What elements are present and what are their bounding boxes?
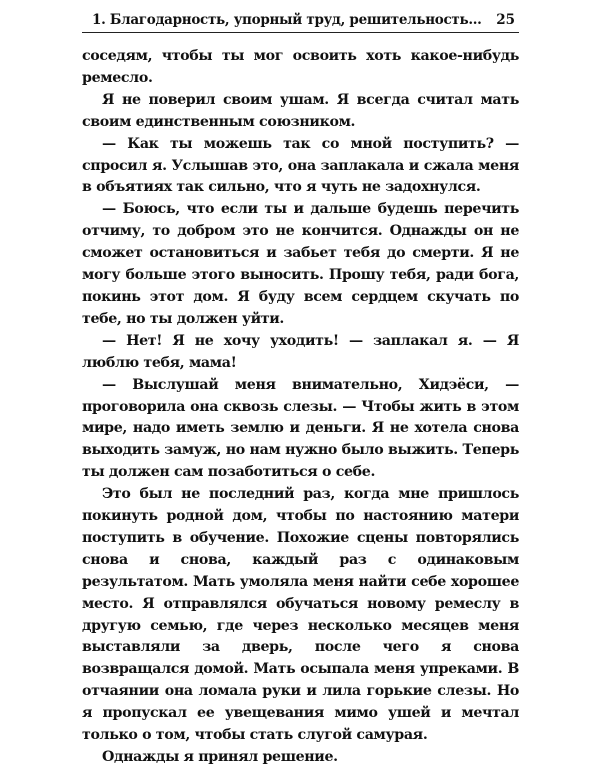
page-number: 25 bbox=[496, 12, 515, 28]
paragraph-continued: соседям, чтобы ты мог освоить хоть какое-нибудь ремесло. bbox=[82, 48, 519, 86]
paragraph: Это был не последний раз, когда мне пришлось покинуть родной дом, чтобы по настоянию матери поступить в обучение. Похожие сцены повторялись снова и снова, каждый раз с одинаковым результатом. Мать умоляла меня найти себе хорошее место. Я отправлялся обучаться новому ремеслу в другую семью, где через несколько месяцев меня выставляли за дверь, после чего я снова возвращался домой. Мать осыпала меня упреками. В отчаянии она ломала руки и лила горькие слезы. Но я пропускал ее увещевания мимо ушей и мечтал только о том, чтобы стать слугой самурая. bbox=[82, 486, 519, 744]
paragraph: Я не поверил своим ушам. Я всегда считал мать своим единственным союзником. bbox=[82, 91, 519, 130]
running-head bbox=[82, 10, 519, 33]
chapter-title: 1. Благодарность, упорный труд, решительность... bbox=[92, 12, 482, 28]
paragraph: Однажды я принял решение. bbox=[102, 749, 338, 765]
paragraph-dialogue: — Нет! Я не хочу уходить! — заплакал я. — Я люблю тебя, мама! bbox=[82, 332, 519, 371]
paragraph-dialogue: — Боюсь, что если ты и дальше будешь перечить отчиму, то добром это не кончится. Однажды он не сможет остановиться и забьет тебя до смерти. Я не могу больше этого выносить. Прошу тебя, ради бога, покинь этот дом. Я буду всем сердцем скучать по тебе, но ты должен уйти. bbox=[82, 201, 519, 327]
paragraph-dialogue: — Выслушай меня внимательно, Хидэёси, — проговорила она сквозь слезы. — Чтобы жить в этом мире, надо иметь землю и деньги. Я не хотела снова выходить замуж, но нам нужно было выжить. Теперь ты должен сам позаботиться о себе. bbox=[82, 376, 519, 481]
body-text bbox=[82, 46, 519, 769]
paragraph-dialogue: — Как ты можешь так со мной поступить? — спросил я. Услышав это, она заплакала и сжала меня в объятиях так сильно, что я чуть не задохнулся. bbox=[82, 135, 519, 196]
